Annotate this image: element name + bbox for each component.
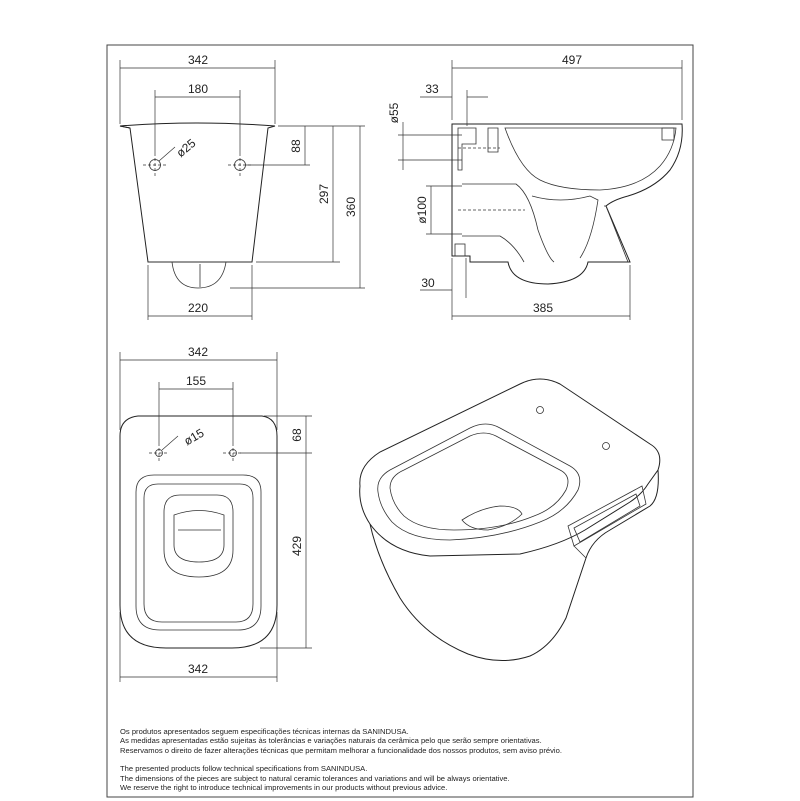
rear-base-width-label: 220 (187, 301, 209, 315)
notes-english (120, 764, 720, 792)
rear-height-360-label: 360 (344, 196, 358, 218)
note-line: As medidas apresentadas estão sujeitas às tolerâncias e variações naturais da cerâmica pelo que serão sempre orientativas. (120, 736, 542, 746)
note-line: We reserve the right to introduce technical improvements in our products without previous advice. (120, 783, 448, 793)
top-width-label: 342 (187, 345, 209, 359)
note-line: Os produtos apresentados seguem especificações técnicas internas da SANINDUSA. (120, 727, 409, 736)
top-hole-spacing-label: 155 (185, 374, 207, 388)
note-line: The dimensions of the pieces are subject to natural ceramic tolerances and variations and will be always orientative. (120, 773, 510, 783)
side-length-label: 497 (561, 53, 583, 67)
rear-hole-height-label: 88 (289, 139, 303, 153)
side-base-length-label: 385 (532, 301, 554, 315)
rear-hole-diameter-label: ø25 (173, 135, 199, 161)
note-line: The presented products follow technical specifications from SANINDUSA. (120, 764, 368, 774)
side-inlet-offset-label: 33 (425, 82, 439, 96)
rear-view (120, 53, 365, 320)
side-inlet-diameter-label: ø55 (387, 102, 401, 124)
sheet-border (107, 45, 693, 797)
note-line: Reservamos o direito de fazer alterações técnicas que permitam melhorar a funcionalidade dos nossos produtos, sem aviso prévio. (120, 745, 562, 755)
perspective-view (360, 379, 660, 661)
top-hole-offset-label: 68 (290, 428, 304, 442)
rear-width-label: 342 (187, 53, 209, 67)
side-section-view (387, 53, 682, 320)
rear-height-297-label: 297 (317, 183, 331, 205)
top-length-label: 429 (290, 535, 304, 557)
side-outlet-diameter-label: ø100 (415, 196, 429, 224)
notes-portuguese (120, 727, 720, 755)
side-base-offset-label: 30 (421, 276, 435, 290)
notes-block (120, 727, 720, 801)
rear-hole-spacing-label: 180 (187, 82, 209, 96)
top-view (120, 345, 312, 682)
top-bottom-width-label: 342 (187, 662, 209, 676)
top-hole-diameter-label: ø15 (181, 425, 207, 449)
